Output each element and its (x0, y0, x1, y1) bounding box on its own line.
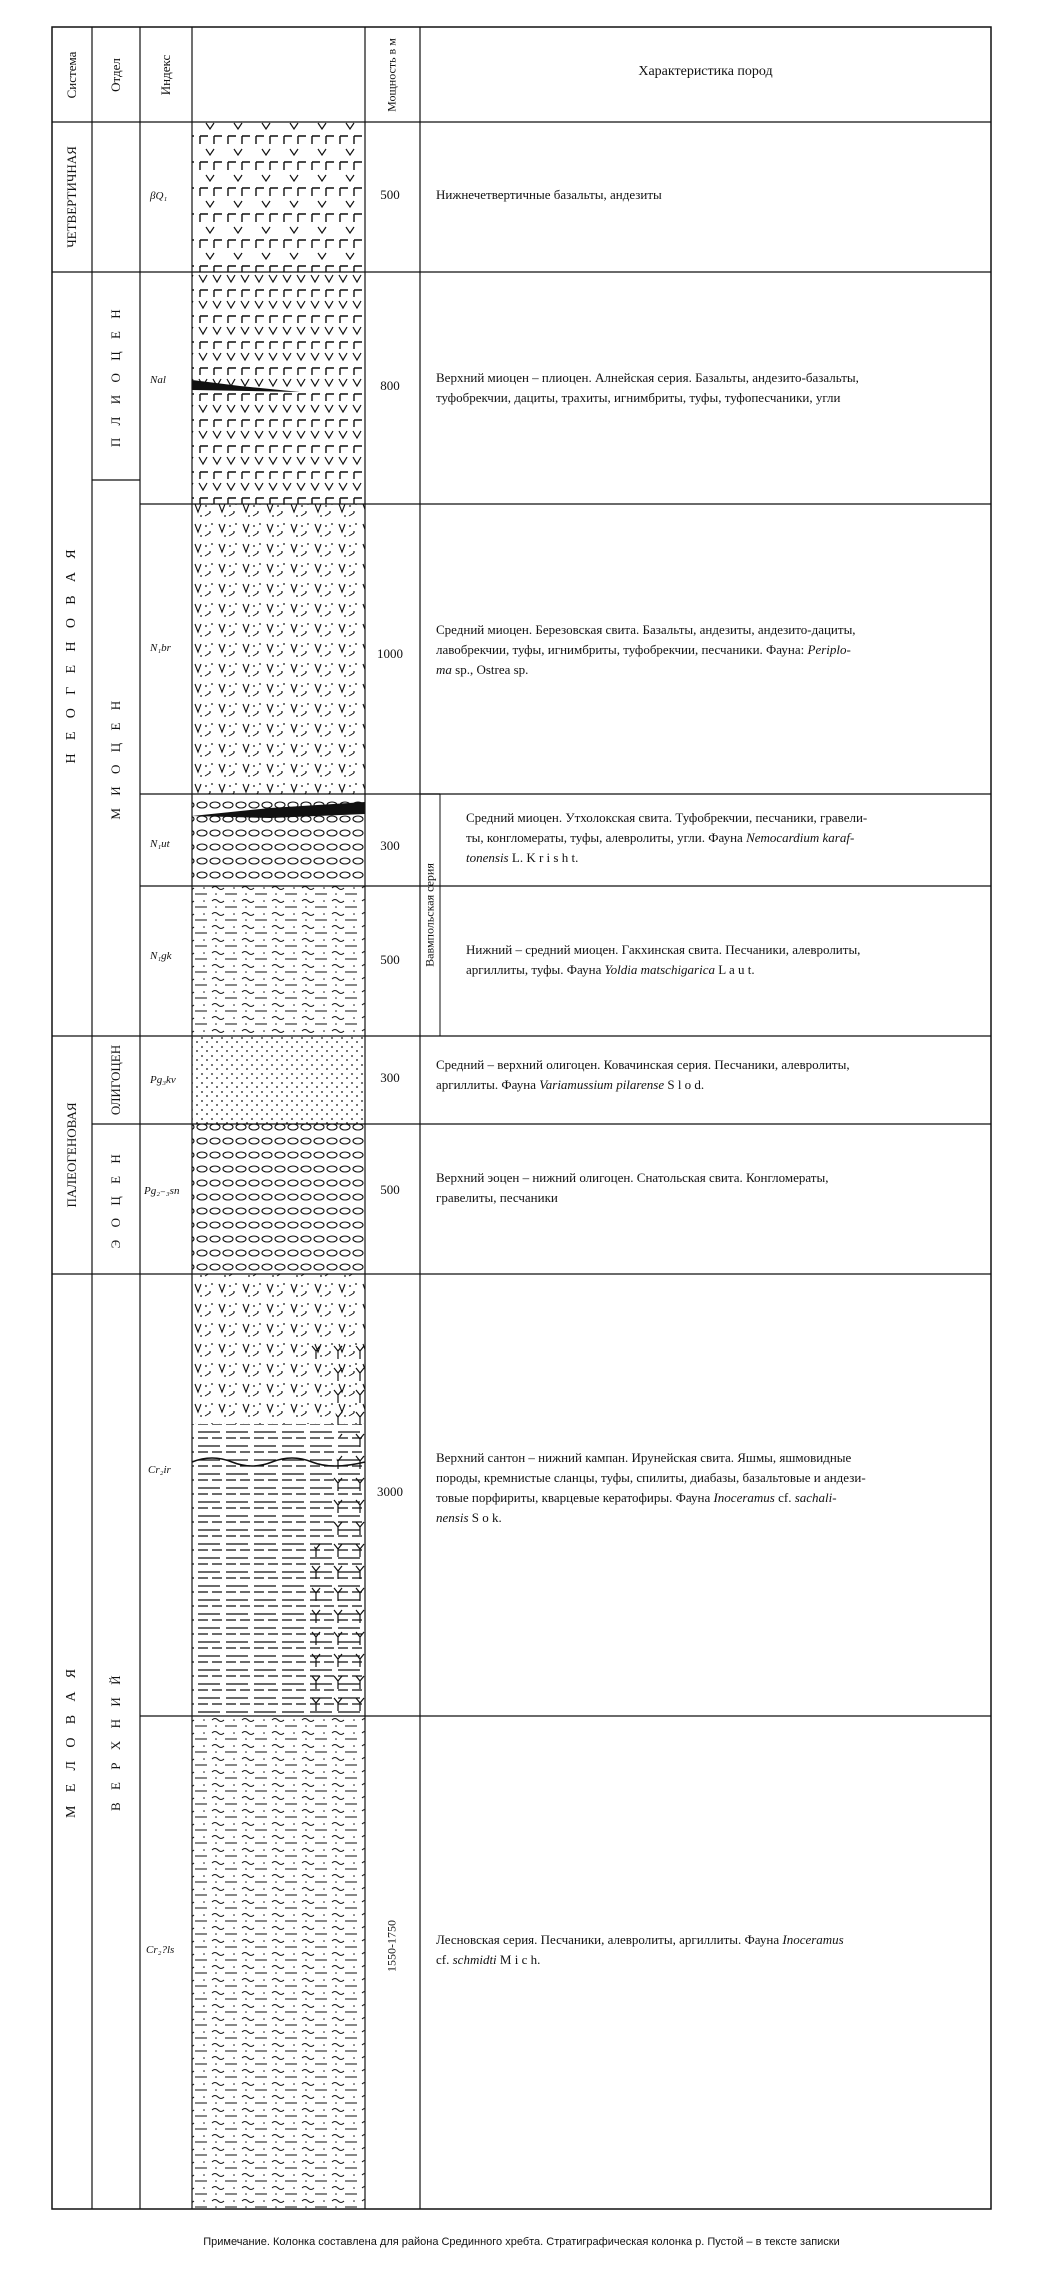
litho-kovachin (192, 1036, 365, 1124)
index-7: Pg₂₋₃sn (144, 1185, 180, 1197)
description-6: Средний – верхний олигоцен. Ковачинская серия. Песчаники, алевролиты, аргиллиты. Фауна Variamussium pilarense S l o d. (436, 1057, 850, 1092)
thickness-6: 300 (380, 1070, 400, 1085)
description-9: Лесновская серия. Песчаники, алевролиты, аргиллиты. Фауна Inoceramus cf. schmidti M i c h. (436, 1932, 844, 1967)
header-thickness: Мощность в м (384, 38, 399, 112)
description-4: Средний миоцен. Утхолокская свита. Туфобрекчии, песчаники, гравели- ты, конгломераты, туфы, алевролиты, угли. Фауна Nemocardium karaf- tonensis L. K r i s h t. (466, 810, 868, 865)
header-system: Система (64, 51, 79, 99)
index-8: Cr₂ir (148, 1464, 171, 1476)
thickness-4: 300 (380, 838, 400, 853)
description-3: Средний миоцен. Березовская свита. Базальты, андезиты, андезито-дациты, лавобрекчии, туфы, игнимбриты, туфобрекчии, песчаники. Фауна: Periplo- ma sp., Ostrea sp. (436, 622, 856, 677)
thickness-9: 1550-1750 (384, 1920, 399, 1972)
index-5: N₁gk (150, 950, 172, 962)
index-4: N₁ut (150, 838, 170, 850)
header-index: Индекс (158, 54, 173, 96)
description-7: Верхний эоцен – нижний олигоцен. Снатольская свита. Конгломераты, гравелиты, песчаники (436, 1170, 829, 1205)
description-1: Нижнечетвертичные базальты, андезиты (436, 187, 662, 202)
index-9: Cr₂?ls (146, 1944, 175, 1956)
system-neogene: Н Е О Г Е Н О В А Я (64, 544, 79, 764)
index-1: βQ₁ (150, 190, 168, 202)
system-quaternary: ЧЕТВЕРТИЧНАЯ (64, 146, 79, 248)
litho-basalt-quaternary (192, 122, 365, 272)
system-paleogene: ПАЛЕОГЕНОВАЯ (64, 1102, 79, 1208)
thickness-2: 800 (380, 378, 400, 393)
litho-gakkha (192, 886, 365, 1036)
division-upper: В Е Р Х Н И Й (108, 1670, 123, 1812)
litho-lesnovka (192, 1716, 365, 2209)
description-5: Нижний – средний миоцен. Гакхинская свита. Песчаники, алевролиты, аргиллиты, туфы. Фауна Yoldia matschigarica L a u t. (466, 942, 861, 977)
index-3: N₁br (150, 642, 171, 654)
thickness-7: 500 (380, 1182, 400, 1197)
litho-snatol (192, 1124, 365, 1274)
litho-berezovka (192, 504, 365, 794)
header-division: Отдел (108, 58, 123, 92)
system-cretaceous: М Е Л О В А Я (64, 1663, 79, 1819)
index-6: Pg₃kv (150, 1074, 176, 1086)
thickness-8: 3000 (377, 1484, 403, 1499)
thickness-5: 500 (380, 952, 400, 967)
footnote: Примечание. Колонка составлена для района Срединного хребта. Стратиграфическая колонка р. Пустой – в тексте записки (203, 2236, 840, 2248)
division-eocene: Э О Ц Е Н (108, 1149, 123, 1249)
division-miocene: М И О Ц Е Н (108, 696, 123, 820)
description-8: Верхний сантон – нижний кампан. Ирунейская свита. Яшмы, яшмовидные породы, кремнистые сланцы, туфы, спилиты, диабазы, базальтовые и андези- товые порфириты, кварцевые кератофиры. Фауна Inoceramus cf. sachali- nensis S o k. (436, 1450, 866, 1525)
division-pliocene: П Л И О Ц Е Н (108, 304, 123, 448)
description-2: Верхний миоцен – плиоцен. Алнейская серия. Базальты, андезито-базальты, туфобрекчии, дациты, трахиты, игнимбриты, туфы, туфопесчаники, угли (436, 370, 859, 405)
index-2: Nal (150, 374, 166, 386)
division-oligocene: ОЛИГОЦЕН (108, 1044, 123, 1116)
header-description: Характеристика пород (638, 64, 773, 79)
thickness-1: 500 (380, 187, 400, 202)
series-label-vavmpol: Вавмпольская серия (422, 863, 437, 967)
thickness-3: 1000 (377, 646, 403, 661)
